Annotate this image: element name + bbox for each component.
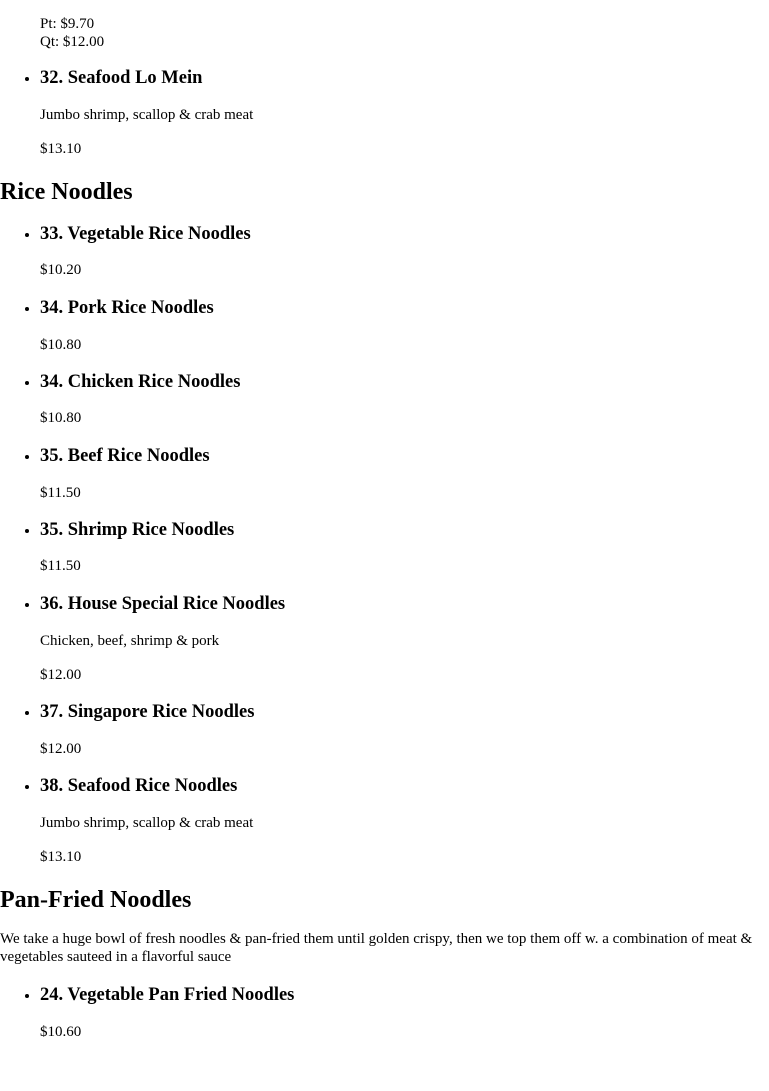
list-item [40,593,769,684]
pan-fried-noodles-list [0,984,769,1041]
list-item [40,223,769,279]
list-item [40,371,769,427]
list-item [40,445,769,502]
list-item [40,67,769,158]
item-name: • 37. Singapore Rice Noodles [40,702,255,722]
section-title-pan-fried-noodles: Pan-Fried Noodles [0,887,192,913]
section-title-rice-noodles: Rice Noodles [0,179,133,205]
item-price: $11.50 [40,485,81,501]
item-name: • 34. Pork Rice Noodles [40,298,214,318]
item-price: $10.80 [40,337,82,353]
list-item [40,519,769,575]
item-price: $13.10 [40,141,82,157]
prev-item-prices [0,0,769,51]
item-price: $10.80 [40,410,82,426]
list-item [40,775,769,866]
lo-mein-list [0,67,769,158]
item-name: • 35. Shrimp Rice Noodles [40,520,235,540]
item-price: $10.60 [40,1024,82,1040]
item-name: • 36. House Special Rice Noodles [40,594,286,614]
item-description: Chicken, beef, shrimp & pork [40,633,220,649]
list-item [40,701,769,758]
item-name: • 33. Vegetable Rice Noodles [40,224,251,244]
item-name: • 32. Seafood Lo Mein [40,68,203,88]
quart-price: Qt: $12.00 [40,34,105,50]
item-price: $12.00 [40,667,82,683]
list-item [40,297,769,354]
list-item [40,984,769,1041]
item-name: • 35. Beef Rice Noodles [40,446,210,466]
item-name: • 34. Chicken Rice Noodles [40,372,241,392]
item-price: $13.10 [40,849,82,865]
item-name: • 38. Seafood Rice Noodles [40,776,238,796]
item-description: Jumbo shrimp, scallop & crab meat [40,107,254,123]
item-description: Jumbo shrimp, scallop & crab meat [40,815,254,831]
section-description: We take a huge bowl of fresh noodles & pan-fried them until golden crispy, then we top them off w. a combination of meat & vegetables sauteed in a flavorful sauce [0,931,753,965]
item-price: $10.20 [40,262,82,278]
item-name: • 24. Vegetable Pan Fried Noodles [40,985,295,1005]
rice-noodles-list [0,223,769,866]
item-price: $11.50 [40,558,81,574]
item-price: $12.00 [40,741,82,757]
pint-price: Pt: $9.70 [40,16,95,32]
